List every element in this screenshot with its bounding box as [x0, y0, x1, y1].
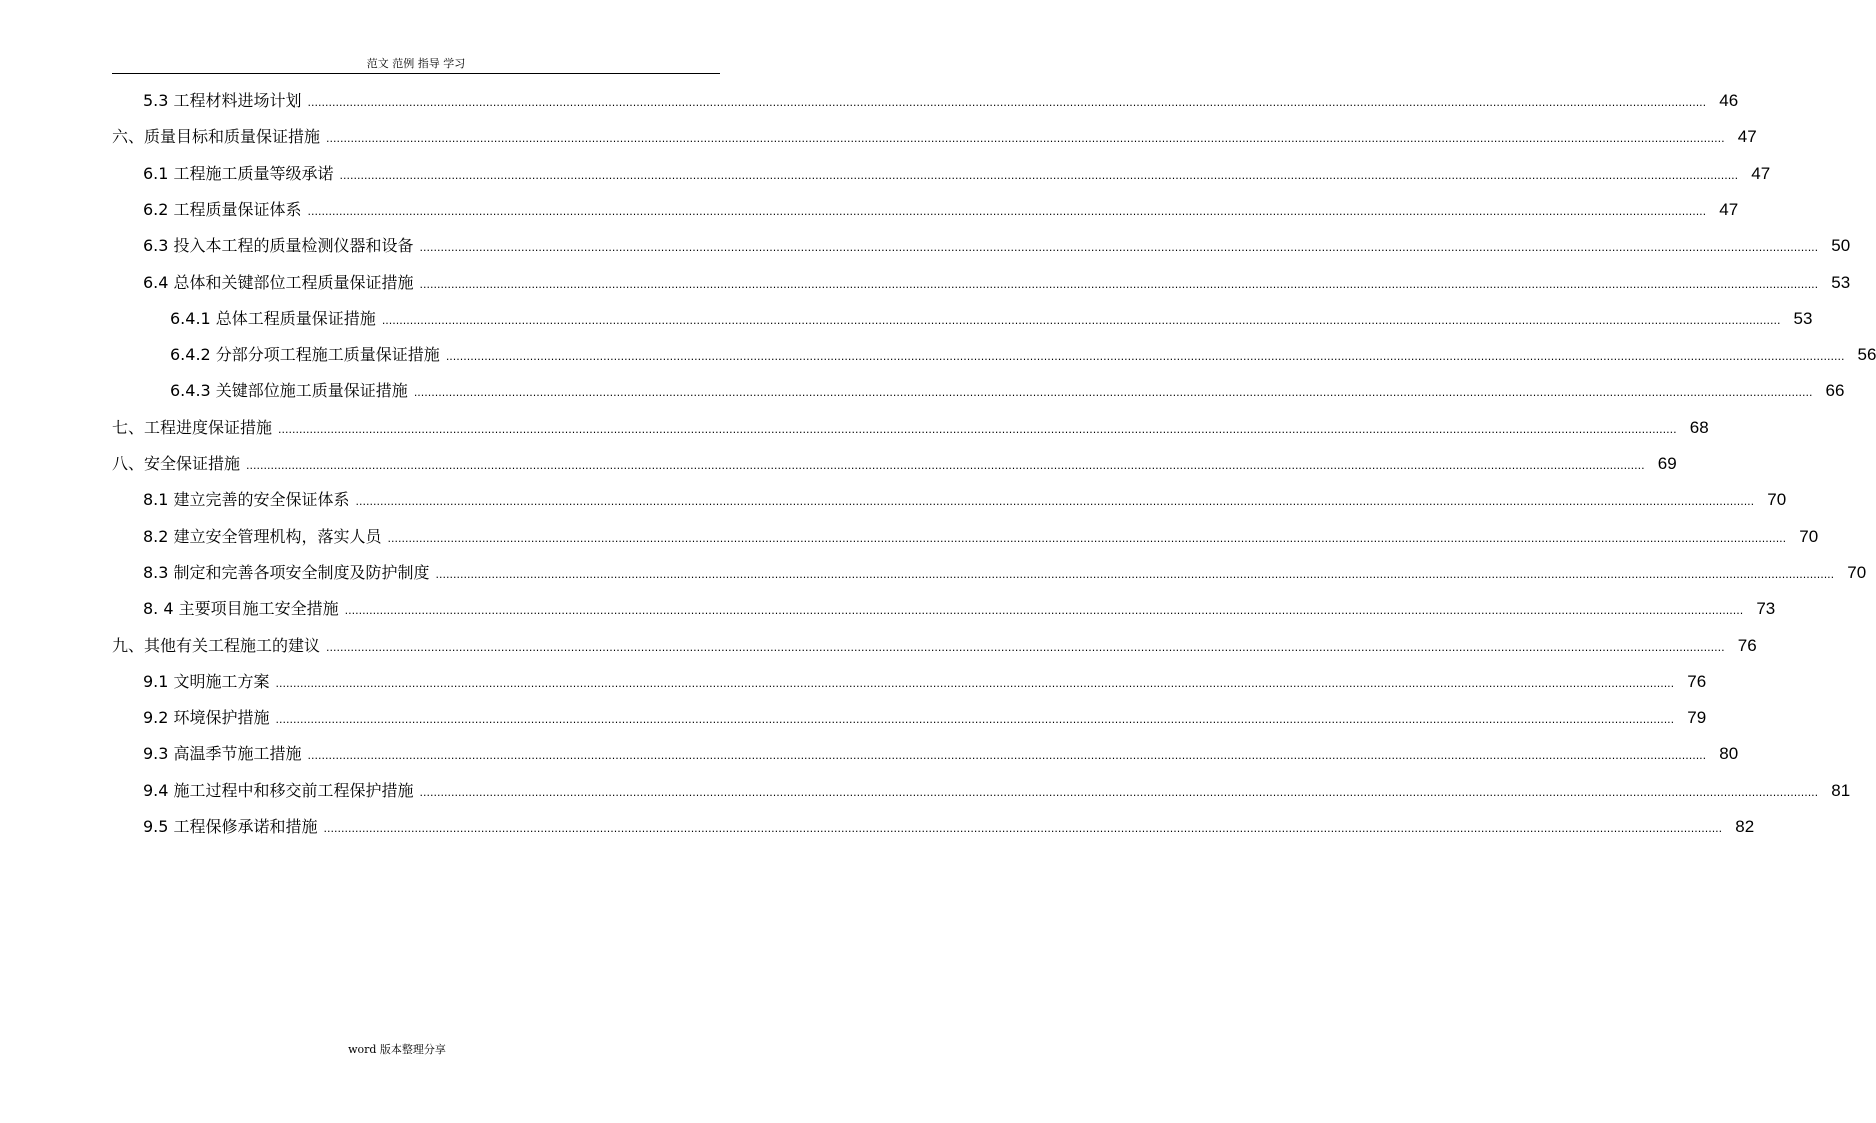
toc-dot-leader: ................................................................................................................................................................................................................................................................................................................................................................................................................: [326, 132, 1725, 145]
toc-page-number: 50: [1831, 236, 1851, 255]
toc-entry[interactable]: [143, 742, 1739, 766]
toc-entry-label: 9.5 工程保修承诺和措施: [143, 817, 318, 836]
toc-page-number: 76: [1687, 672, 1707, 691]
toc-entry-label: 6.4 总体和关键部位工程质量保证措施: [143, 273, 414, 292]
toc-dot-leader: ................................................................................................................................................................................................................................................................................................................................................................................................................: [387, 532, 1787, 545]
toc-entry-label: 6.3 投入本工程的质量检测仪器和设备: [143, 236, 414, 255]
toc-page-number: 53: [1831, 273, 1851, 292]
toc-dot-leader: ................................................................................................................................................................................................................................................................................................................................................................................................................: [326, 641, 1725, 654]
toc-entry-label: 6.4.3 关键部位施工质量保证措施: [170, 381, 408, 400]
toc-entry-label: 8.3 制定和完善各项安全制度及防护制度: [143, 563, 430, 582]
toc-entry-label: 6.4.1 总体工程质量保证措施: [170, 309, 376, 328]
toc-entry-label: 七、工程进度保证措施: [112, 418, 273, 437]
toc-page-number: 53: [1793, 309, 1813, 328]
toc-entry[interactable]: [143, 525, 1819, 549]
toc-page-number: 70: [1847, 563, 1867, 582]
toc-dot-leader: ................................................................................................................................................................................................................................................................................................................................................................................................................: [246, 459, 1645, 472]
toc-dot-leader: ................................................................................................................................................................................................................................................................................................................................................................................................................: [445, 350, 1845, 363]
toc-entry[interactable]: [112, 125, 1757, 149]
toc-dot-leader: ................................................................................................................................................................................................................................................................................................................................................................................................................: [435, 568, 1835, 581]
toc-page-number: 70: [1799, 527, 1819, 546]
toc-page-number: 80: [1719, 744, 1739, 763]
toc-entry[interactable]: [143, 234, 1851, 258]
toc-entry-label: 8. 4 主要项目施工安全措施: [143, 599, 339, 618]
toc-entry[interactable]: [143, 815, 1755, 839]
toc-dot-leader: ................................................................................................................................................................................................................................................................................................................................................................................................................: [278, 423, 1677, 436]
toc-dot-leader: ................................................................................................................................................................................................................................................................................................................................................................................................................: [419, 786, 1819, 799]
toc-entry[interactable]: [143, 271, 1851, 295]
toc-page-number: 68: [1689, 418, 1709, 437]
toc-entry[interactable]: [143, 89, 1739, 113]
toc-page-number: 66: [1825, 381, 1845, 400]
toc-entry[interactable]: [143, 706, 1707, 730]
toc-entry-label: 八、安全保证措施: [112, 454, 241, 473]
toc-page-number: 73: [1756, 599, 1776, 618]
toc-dot-leader: ................................................................................................................................................................................................................................................................................................................................................................................................................: [339, 169, 1739, 182]
toc-dot-leader: ................................................................................................................................................................................................................................................................................................................................................................................................................: [413, 386, 1813, 399]
toc-entry[interactable]: [143, 561, 1867, 585]
toc-dot-leader: ................................................................................................................................................................................................................................................................................................................................................................................................................: [307, 749, 1707, 762]
page-header: 范文 范例 指导 学习: [112, 57, 720, 74]
toc-page-number: 46: [1719, 91, 1739, 110]
toc-entry[interactable]: [112, 416, 1709, 440]
toc-entry[interactable]: [143, 162, 1771, 186]
toc-page-number: 82: [1735, 817, 1755, 836]
toc-entry-label: 8.1 建立完善的安全保证体系: [143, 490, 350, 509]
toc-dot-leader: ................................................................................................................................................................................................................................................................................................................................................................................................................: [275, 713, 1675, 726]
toc-entry-label: 六、质量目标和质量保证措施: [112, 127, 321, 146]
page-footer: word 版本整理分享: [348, 1043, 446, 1056]
toc-entry-label: 6.1 工程施工质量等级承诺: [143, 164, 334, 183]
toc-entry[interactable]: [170, 379, 1845, 403]
toc-entry-label: 9.2 环境保护措施: [143, 708, 270, 727]
toc-dot-leader: ................................................................................................................................................................................................................................................................................................................................................................................................................: [381, 314, 1781, 327]
toc-entry[interactable]: [170, 307, 1813, 331]
toc-entry[interactable]: [143, 198, 1739, 222]
toc-page-number: 56: [1857, 345, 1876, 364]
toc-entry-label: 5.3 工程材料进场计划: [143, 91, 302, 110]
toc-entry-label: 6.2 工程质量保证体系: [143, 200, 302, 219]
toc-entry-label: 9.4 施工过程中和移交前工程保护措施: [143, 781, 414, 800]
toc-dot-leader: ................................................................................................................................................................................................................................................................................................................................................................................................................: [275, 677, 1675, 690]
toc-entry[interactable]: [112, 634, 1757, 658]
toc-dot-leader: ................................................................................................................................................................................................................................................................................................................................................................................................................: [419, 278, 1819, 291]
toc-entry[interactable]: [143, 779, 1851, 803]
toc-dot-leader: ................................................................................................................................................................................................................................................................................................................................................................................................................: [344, 604, 1744, 617]
toc-dot-leader: ................................................................................................................................................................................................................................................................................................................................................................................................................: [355, 495, 1755, 508]
toc-dot-leader: ................................................................................................................................................................................................................................................................................................................................................................................................................: [307, 96, 1707, 109]
toc-entry-label: 8.2 建立安全管理机构，落实人员: [143, 527, 382, 546]
toc-entry[interactable]: [143, 670, 1707, 694]
toc-entry[interactable]: [170, 343, 1876, 367]
toc-page-number: 76: [1737, 636, 1757, 655]
toc-entry[interactable]: [143, 597, 1776, 621]
toc-page-number: 47: [1751, 164, 1771, 183]
toc-page-number: 70: [1767, 490, 1787, 509]
toc-entry-label: 9.3 高温季节施工措施: [143, 744, 302, 763]
toc-entry-label: 6.4.2 分部分项工程施工质量保证措施: [170, 345, 440, 364]
toc-page-number: 47: [1719, 200, 1739, 219]
toc-dot-leader: ................................................................................................................................................................................................................................................................................................................................................................................................................: [323, 822, 1723, 835]
toc-page-number: 79: [1687, 708, 1707, 727]
toc-entry[interactable]: [112, 452, 1677, 476]
toc-entry[interactable]: [143, 488, 1787, 512]
toc-page-number: 81: [1831, 781, 1851, 800]
toc-entry-label: 9.1 文明施工方案: [143, 672, 270, 691]
toc-dot-leader: ................................................................................................................................................................................................................................................................................................................................................................................................................: [419, 241, 1819, 254]
toc-page-number: 47: [1737, 127, 1757, 146]
toc-dot-leader: ................................................................................................................................................................................................................................................................................................................................................................................................................: [307, 205, 1707, 218]
toc-page-number: 69: [1657, 454, 1677, 473]
toc-entry-label: 九、其他有关工程施工的建议: [112, 636, 321, 655]
